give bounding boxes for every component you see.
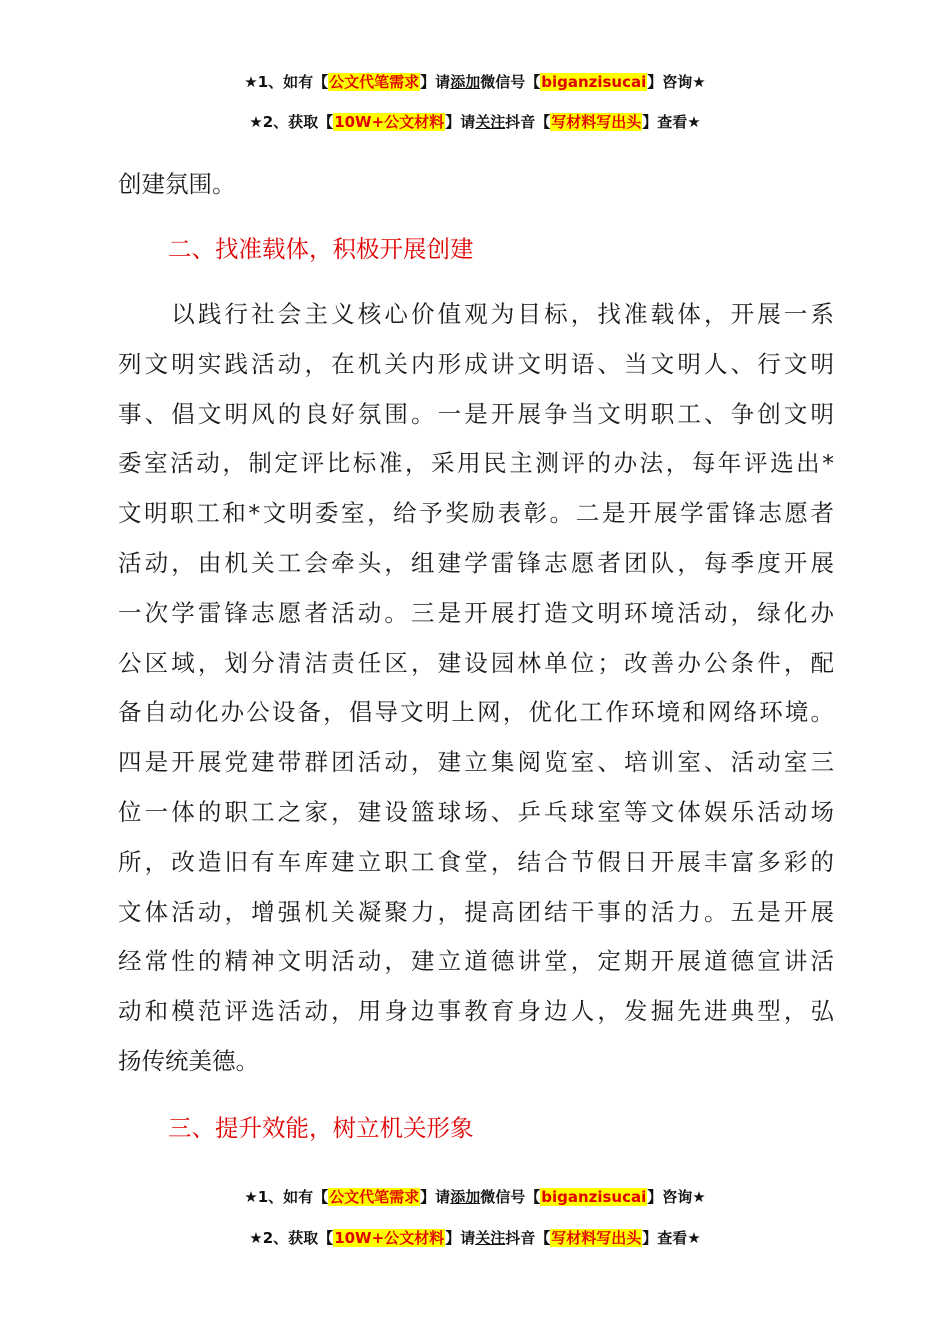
banner-text: 微信号【 [480,1188,541,1206]
banner-text: 】咨询★ [647,1188,706,1206]
body-line: 备自动化办公设备，倡导文明上网，优化工作环境和网络环境。 [118,698,834,727]
body-line: 活动，由机关工会牵头，组建学雷锋志愿者团队，每季度开展 [118,548,834,577]
wechat-id: biganzisucai [541,73,647,91]
banner-text: 微信号【 [480,73,541,91]
banner-underline: 关注 [475,113,506,131]
body-line: 动和模范评选活动，用身边事教育身边人，发掘先进典型，弘 [118,997,834,1026]
promo-banner-top-line2 [0,111,950,133]
banner-highlight: 10W+公文材料 [334,1229,445,1247]
body-line: 公区域，划分清洁责任区，建设园林单位；改善办公条件，配 [118,648,834,677]
banner-text: 】咨询★ [647,73,706,91]
body-line: 文明职工和*文明委室，给予奖励表彰。二是开展学雷锋志愿者 [118,499,834,528]
banner-text: 】查看★ [642,1229,701,1247]
banner-text: 】请 [420,1188,451,1206]
banner-highlight: 10W+公文材料 [334,113,445,131]
carryover-text [118,160,834,210]
section-heading-2: 二、找准载体，积极开展创建 [168,235,474,263]
body-line: 文体活动，增强机关凝聚力，提高团结干事的活力。五是开展 [118,897,834,926]
body-line: 扬传统美德。 [118,1046,259,1075]
banner-text: ★2、获取【 [249,113,334,131]
banner-text: 】请 [445,113,476,131]
body-line: 事、倡文明风的良好氛围。一是开展争当文明职工、争创文明 [118,399,834,428]
section-heading-3: 三、提升效能，树立机关形象 [168,1114,474,1142]
banner-text: 】请 [445,1229,476,1247]
body-line: 创建氛围。 [118,170,236,198]
banner-underline: 关注 [475,1229,506,1247]
banner-text: ★1、如有【 [244,73,329,91]
body-line: 一次学雷锋志愿者活动。三是开展打造文明环境活动，绿化办 [118,598,834,627]
banner-text: ★2、获取【 [249,1229,334,1247]
body-line: 位一体的职工之家，建设篮球场、乒乓球室等文体娱乐活动场 [118,797,834,826]
banner-text: 】查看★ [642,113,701,131]
banner-text: 抖音【 [505,113,551,131]
body-paragraph [118,290,834,1087]
douyin-account: 写材料写出头 [551,1229,642,1247]
banner-underline: 添加 [450,1188,481,1206]
promo-banner-bottom-line1 [0,1186,950,1208]
banner-underline: 添加 [450,73,481,91]
body-line: 委室活动，制定评比标准，采用民主测评的办法，每年评选出* [118,449,834,478]
banner-highlight: 公文代笔需求 [329,73,420,91]
banner-text: 抖音【 [505,1229,551,1247]
body-line: 经常性的精神文明活动，建立道德讲堂，定期开展道德宣讲活 [118,947,834,976]
banner-text: 】请 [420,73,451,91]
body-line: 列文明实践活动，在机关内形成讲文明语、当文明人、行文明 [118,349,834,378]
banner-highlight: 公文代笔需求 [329,1188,420,1206]
body-line: 所，改造旧有车库建立职工食堂，结合节假日开展丰富多彩的 [118,847,834,876]
body-line: 以践行社会主义核心价值观为目标，找准载体，开展一系 [118,300,834,328]
body-line: 四是开展党建带群团活动，建立集阅览室、培训室、活动室三 [118,748,834,777]
promo-banner-top-line1 [0,71,950,93]
douyin-account: 写材料写出头 [551,113,642,131]
wechat-id: biganzisucai [541,1188,647,1206]
promo-banner-bottom-line2 [0,1227,950,1249]
banner-text: ★1、如有【 [244,1188,329,1206]
